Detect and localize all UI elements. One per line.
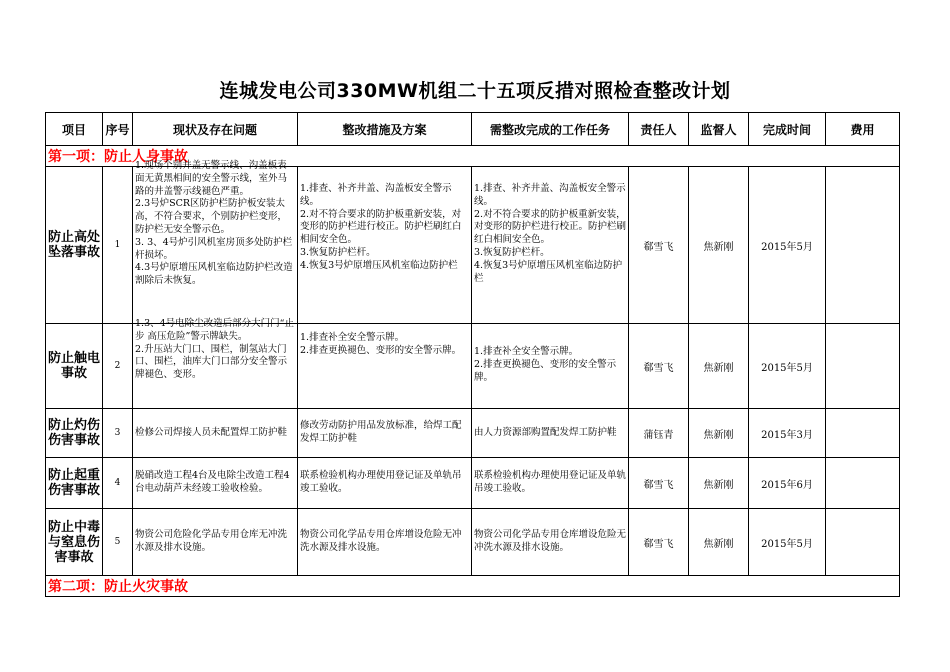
header-deadline: 完成时间 (749, 113, 826, 146)
header-issues: 现状及存在问题 (133, 113, 298, 146)
issue-line: 1.现场个别井盖无警示线、沟盖板表面无黄黑相间的安全警示线，室外马路的井盖警示线褪色严重。 (135, 160, 288, 197)
supervisor-cell: 焦新刚 (689, 324, 749, 409)
issue-line: 1.3、4号电除尘改造后部分大门门“止步 高压危险”警示牌缺失。 (135, 318, 295, 342)
item-cell: 防止起重伤害事故 (46, 458, 103, 509)
seq-cell: 2 (103, 324, 133, 409)
supervisor-cell: 焦新刚 (689, 409, 749, 458)
task-line: 2.对不符合要求的防护板重新安装，对变形的防护栏进行校正。防护栏刷红白相间安全色。 (474, 208, 627, 246)
header-measures: 整改措施及方案 (298, 113, 472, 146)
measure-line: 4.恢复3号炉原增压风机室临边防护栏 (300, 259, 458, 271)
measure-line: 物资公司化学品专用仓库增设危险无冲洗水源及排水设施。 (300, 529, 462, 553)
item-cell: 防止高处坠落事故 (46, 167, 103, 324)
owner-cell: 郗雪飞 (629, 324, 689, 409)
header-supervisor: 监督人 (689, 113, 749, 146)
cost-cell (826, 409, 900, 458)
issue-line: 2.升压站大门口、围栏，制氢站大门口、围栏，油库大门口部分安全警示牌褪色、变形。 (135, 343, 288, 381)
task-line: 3.恢复防护栏杆。 (474, 246, 550, 258)
table-row (46, 167, 900, 324)
measures-cell (298, 324, 472, 409)
cost-cell (826, 458, 900, 509)
deadline-cell: 2015年6月 (749, 458, 826, 509)
issue-line: 3. 3、4号炉引风机室房顶多处防护栏杆损坏。 (135, 236, 293, 261)
issue-line: 物资公司危险化学品专用仓库无冲洗水源及排水设施。 (135, 529, 288, 553)
cost-cell (826, 167, 900, 324)
item-cell: 防止中毒与窒息伤害事故 (46, 509, 103, 576)
owner-cell: 郗雪飞 (629, 167, 689, 324)
task-line: 1.排查补全安全警示牌。 (474, 346, 579, 357)
tasks-cell (472, 324, 629, 409)
header-owner: 责任人 (629, 113, 689, 146)
issue-line: 检修公司焊接人员未配置焊工防护鞋 (135, 426, 288, 438)
issue-line: 2.3号炉SCR区防护栏防护板安装太高，不符合要求，个别防护栏变形，防护栏无安全警示色。 (135, 198, 288, 235)
tasks-cell (472, 509, 629, 576)
owner-cell: 郗雪飞 (629, 509, 689, 576)
measure-line: 2.对不符合要求的防护板重新安装，对变形的防护栏进行校正。防护栏刷红白相间安全色。 (300, 208, 462, 246)
cost-cell (826, 509, 900, 576)
measures-cell (298, 458, 472, 509)
table-row (46, 324, 900, 409)
issue-line: 4.3号炉原增压风机室临边防护栏改造割除后未恢复。 (135, 262, 293, 287)
measure-line: 3.恢复防护栏杆。 (300, 246, 376, 258)
table-row (46, 458, 900, 509)
deadline-cell: 2015年5月 (749, 324, 826, 409)
seq-cell: 1 (103, 167, 133, 324)
item-cell: 防止触电事故 (46, 324, 103, 409)
measure-line: 2.排查更换褪色、变形的安全警示牌。 (300, 344, 462, 356)
measure-line: 1.排查、补齐井盖、沟盖板安全警示线。 (300, 183, 452, 207)
tasks-cell (472, 409, 629, 458)
owner-cell: 郗雪飞 (629, 458, 689, 509)
measure-line: 1.排查补全安全警示牌。 (300, 332, 405, 343)
issue-line: 脱硝改造工程4台及电除尘改造工程4台电动葫芦未经竣工验收检验。 (135, 470, 290, 494)
task-line: 4.恢复3号炉原增压风机室临边防护栏 (474, 259, 623, 284)
header-row (46, 113, 900, 146)
section-title: 第一项：防止人身事故 (46, 146, 900, 167)
task-line: 2.排查更换褪色、变形的安全警示牌。 (474, 358, 617, 383)
header-cost: 费用 (826, 113, 900, 146)
seq-cell: 4 (103, 458, 133, 509)
measures-cell (298, 509, 472, 576)
item-cell: 防止灼伤伤害事故 (46, 409, 103, 458)
task-line: 联系检验机构办理使用登记证及单轨吊竣工验收。 (474, 470, 627, 494)
tasks-cell (472, 167, 629, 324)
measures-cell (298, 167, 472, 324)
seq-cell: 5 (103, 509, 133, 576)
measure-line: 联系检验机构办理使用登记证及单轨吊竣工验收。 (300, 470, 462, 494)
issues-cell (133, 458, 298, 509)
table-row (46, 509, 900, 576)
rectification-table (45, 112, 900, 597)
supervisor-cell: 焦新刚 (689, 458, 749, 509)
task-line: 1.排查、补齐井盖、沟盖板安全警示线。 (474, 183, 626, 207)
issues-cell (133, 160, 298, 324)
measures-cell (298, 409, 472, 458)
task-line: 物资公司化学品专用仓库增设危险无冲洗水源及排水设施。 (474, 529, 627, 553)
issues-cell (133, 509, 298, 576)
measure-line: 修改劳动防护用品发放标准，给焊工配发焊工防护鞋 (300, 420, 462, 444)
header-seq: 序号 (103, 113, 133, 146)
supervisor-cell: 焦新刚 (689, 167, 749, 324)
header-tasks: 需整改完成的工作任务 (472, 113, 629, 146)
tasks-cell (472, 458, 629, 509)
section-title: 第二项：防止火灾事故 (46, 576, 900, 597)
owner-cell: 蒲钰青 (629, 409, 689, 458)
deadline-cell: 2015年5月 (749, 167, 826, 324)
deadline-cell: 2015年5月 (749, 509, 826, 576)
seq-cell: 3 (103, 409, 133, 458)
cost-cell (826, 324, 900, 409)
supervisor-cell: 焦新刚 (689, 509, 749, 576)
issues-cell (133, 318, 298, 409)
page-title: 连城发电公司330MW机组二十五项反措对照检查整改计划 (219, 80, 731, 102)
section-row (46, 576, 900, 597)
task-line: 由人力资源部购置配发焊工防护鞋 (474, 426, 617, 438)
deadline-cell: 2015年3月 (749, 409, 826, 458)
issues-cell (133, 409, 298, 458)
header-item: 项目 (46, 113, 103, 146)
table-row (46, 409, 900, 458)
